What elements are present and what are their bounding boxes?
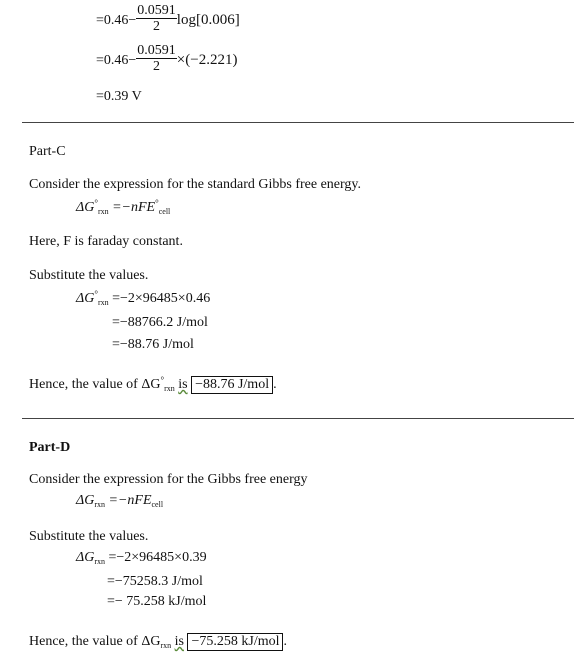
part-d-substitute: Substitute the values.: [29, 529, 149, 544]
gibbs-symbol: ΔG: [76, 550, 95, 565]
part-d-step-2: =−75258.3 J/mol: [107, 574, 203, 589]
subscript-cell: cell: [158, 207, 171, 216]
gibbs-symbol: ΔG: [76, 200, 95, 215]
subscript-cell: cell: [151, 500, 164, 509]
subscript-rxn: rxn: [94, 557, 105, 566]
formula-rhs: =−nFE: [112, 200, 156, 215]
gibbs-symbol: ΔG: [76, 493, 95, 508]
conclusion-text: Hence, the value of ΔG: [29, 377, 161, 392]
part-c-substitute: Substitute the values.: [29, 268, 149, 283]
degree-sign: °: [160, 375, 165, 385]
part-c-conclusion: [29, 375, 277, 394]
fraction-denominator: 2: [153, 19, 161, 34]
part-d-heading: Part-D: [29, 440, 71, 455]
part-c-step-3: =−88.76 J/mol: [112, 337, 194, 352]
equation-prefix: =0.46−: [96, 13, 137, 29]
subscript-rxn: rxn: [164, 384, 175, 393]
part-d-conclusion: [29, 633, 287, 651]
subscript-rxn: rxn: [97, 207, 109, 216]
part-c-step-1: [76, 289, 210, 307]
step-value: =−2×96485×0.39: [108, 550, 207, 565]
gibbs-symbol: ΔG: [76, 291, 95, 306]
subscript-rxn: rxn: [94, 500, 105, 509]
part-c-step-2: =−88766.2 J/mol: [112, 315, 208, 330]
part-d-step-3: =− 75.258 kJ/mol: [107, 594, 207, 609]
fraction: [136, 4, 177, 34]
part-d-step-1: [76, 550, 207, 566]
part-c-heading: Part-C: [29, 144, 66, 159]
subscript-rxn: rxn: [97, 298, 109, 307]
is-word: is: [178, 377, 188, 392]
answer-box: −75.258 kJ/mol: [187, 633, 283, 651]
part-d-intro: Consider the expression for the Gibbs free energy: [29, 472, 308, 487]
fraction-denominator: 2: [153, 59, 161, 74]
equation-prefix: =0.46−: [96, 53, 137, 69]
degree-sign: °: [94, 198, 98, 208]
is-word: is: [174, 634, 184, 649]
step-value: =−2×96485×0.46: [112, 291, 211, 306]
fraction-numerator: 0.0591: [137, 3, 176, 18]
conclusion-text: Hence, the value of ΔG: [29, 634, 161, 649]
equation-suffix: log[0.006]: [176, 12, 240, 29]
equation-suffix: ×(−2.221): [176, 52, 238, 69]
part-b-line-2: [96, 44, 237, 74]
part-c-note: Here, F is faraday constant.: [29, 234, 183, 249]
answer-box: −88.76 J/mol: [191, 376, 273, 394]
part-d-formula: [76, 493, 163, 509]
section-divider: [22, 418, 574, 419]
degree-sign: °: [94, 289, 98, 299]
degree-sign: °: [155, 198, 159, 208]
formula-rhs: =−nFE: [108, 493, 152, 508]
part-b-line-1: [96, 4, 240, 34]
period: .: [273, 377, 277, 392]
subscript-rxn: rxn: [160, 641, 172, 650]
fraction-numerator: 0.0591: [137, 43, 176, 58]
fraction: [136, 44, 177, 74]
part-b-line-3: =0.39 V: [96, 89, 142, 104]
section-divider: [22, 122, 574, 123]
period: .: [283, 634, 287, 649]
part-c-intro: Consider the expression for the standard Gibbs free energy.: [29, 177, 362, 192]
part-c-formula: [76, 198, 170, 216]
